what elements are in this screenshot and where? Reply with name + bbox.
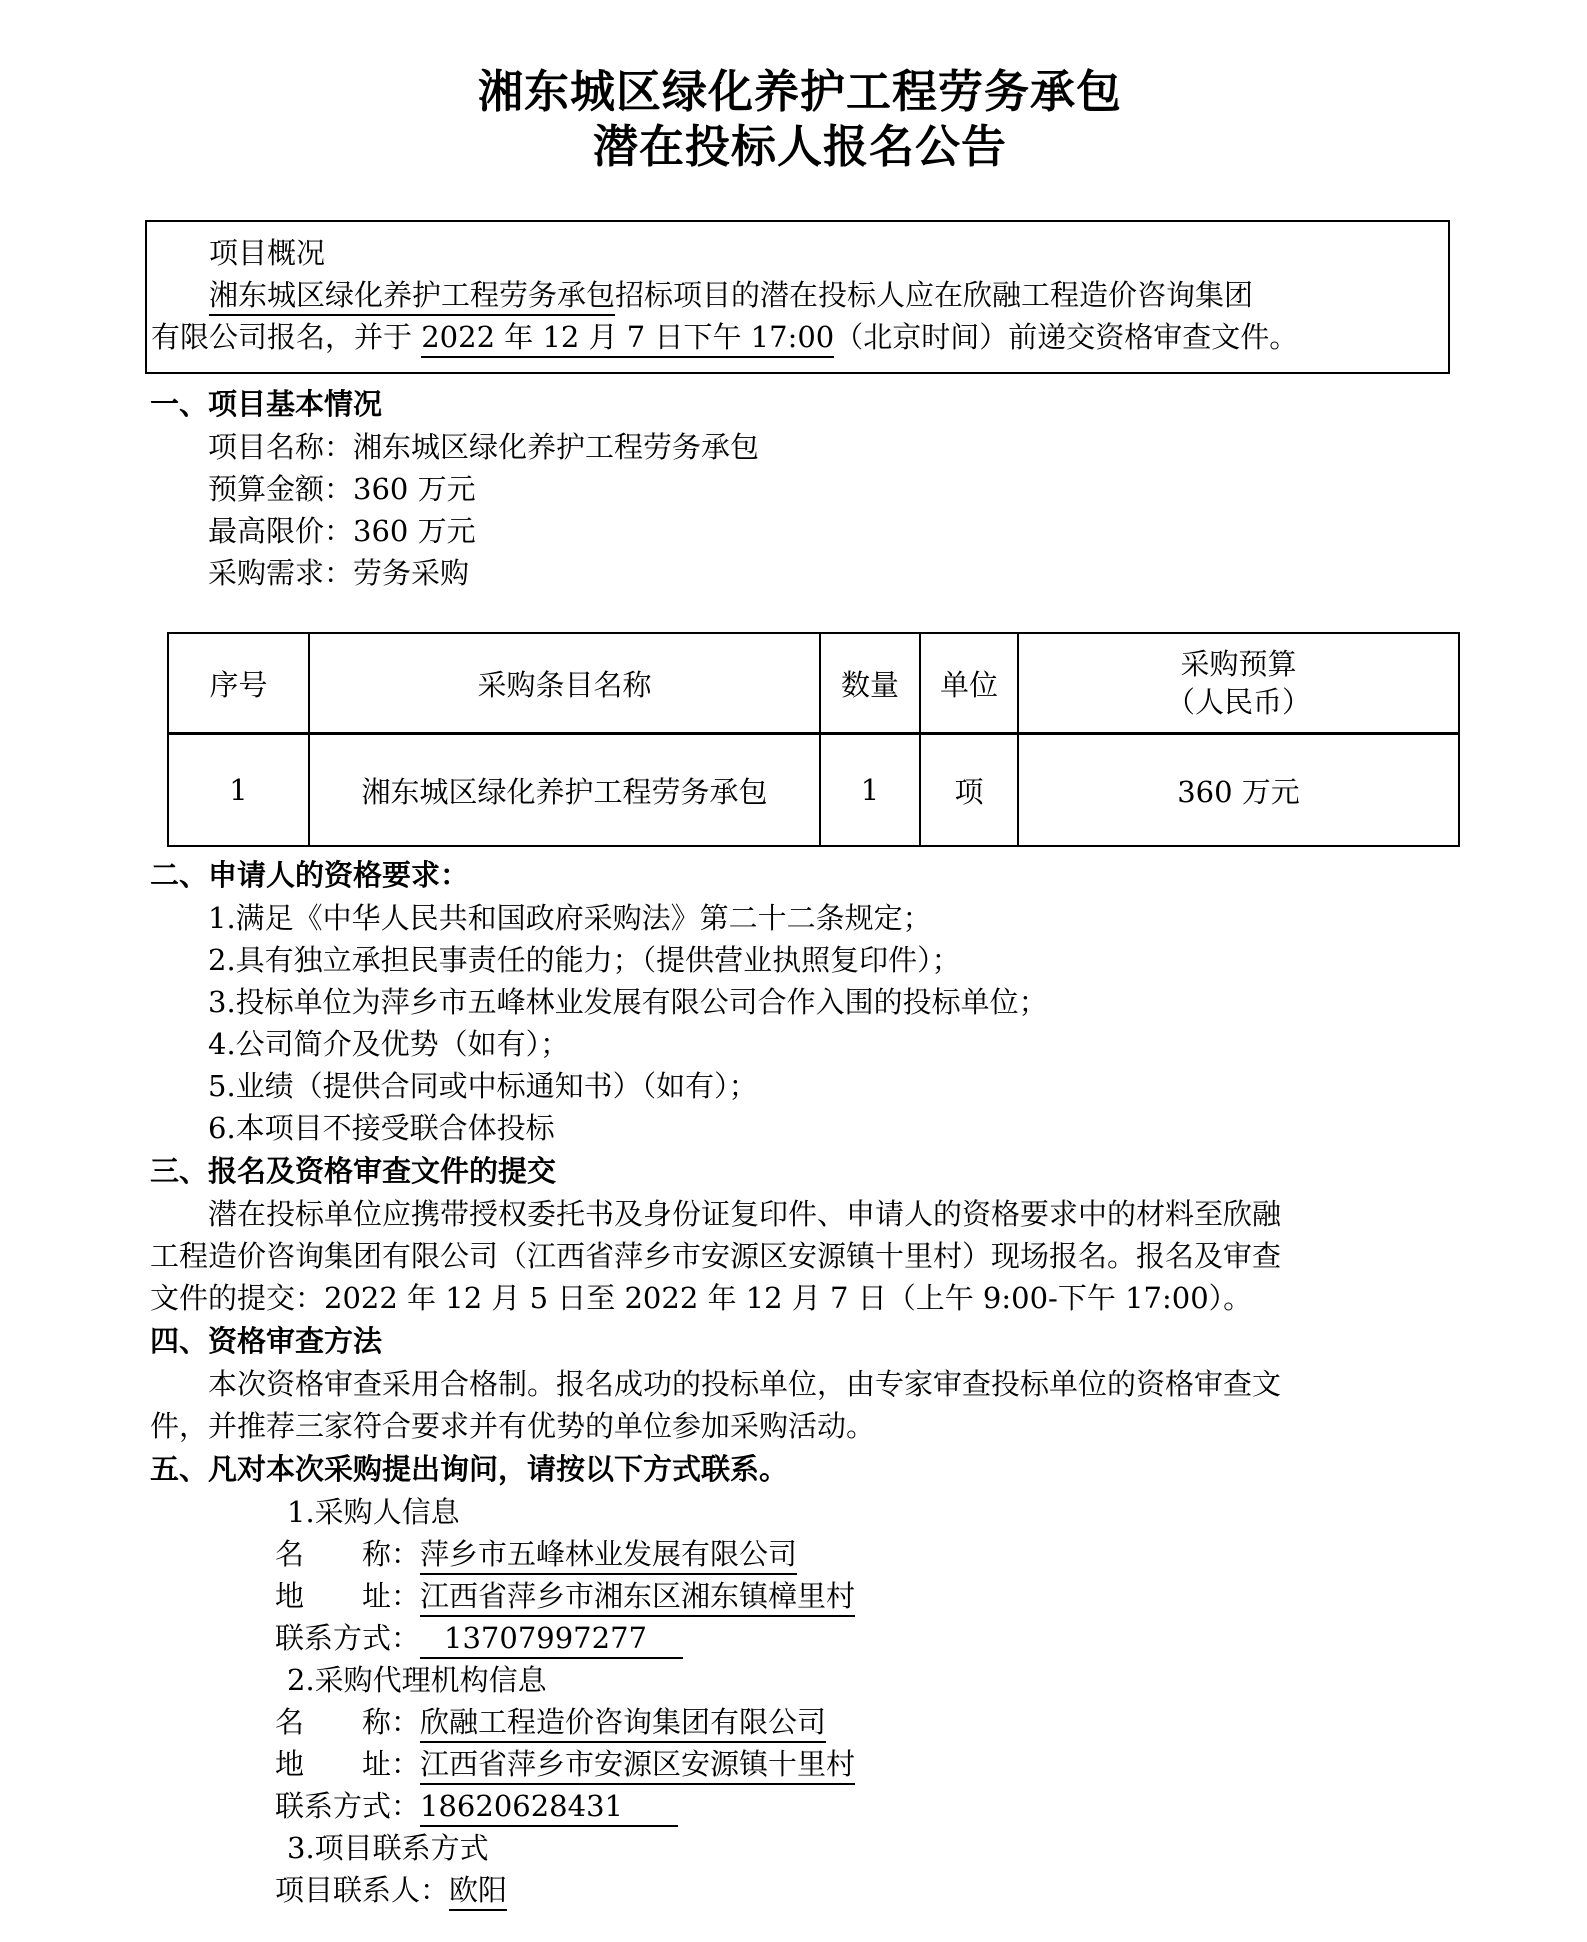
overview-paragraph-line-1 xyxy=(151,274,1440,316)
header-item-name: 采购条目名称 xyxy=(309,633,820,734)
header-unit: 单位 xyxy=(920,633,1018,734)
purchaser-name-value: 萍乡市五峰林业发展有限公司 xyxy=(420,1537,797,1575)
requirement-item-5: 5.业绩（提供合同或中标通知书）（如有）； xyxy=(208,1069,758,1103)
submission-paragraph-line-2: 工程造价咨询集团有限公司（江西省萍乡市安源区安源镇十里村）现场报名。报名及审查 xyxy=(150,1239,1282,1273)
header-budget-line-2: （人民币） xyxy=(1165,685,1311,719)
budget-line: 预算金额：360 万元 xyxy=(208,472,476,506)
purchaser-phone-label: 联系方式： xyxy=(275,1621,421,1655)
review-paragraph-line-2: 件，并推荐三家符合要求并有优势的单位参加采购活动。 xyxy=(150,1409,876,1443)
title-line-1: 湘东城区绿化养护工程劳务承包 xyxy=(477,65,1122,118)
title-line-2: 潜在投标人报名公告 xyxy=(592,120,1007,173)
agency-phone-line xyxy=(150,1785,1450,1827)
requirement-item-4: 4.公司简介及优势（如有）； xyxy=(208,1027,570,1061)
overview-heading: 项目概况 xyxy=(209,236,326,270)
requirement-item-2: 2.具有独立承担民事责任的能力；（提供营业执照复印件）； xyxy=(208,943,961,977)
price-limit-line: 最高限价：360 万元 xyxy=(208,514,476,548)
requirement-item-6: 6.本项目不接受联合体投标 xyxy=(208,1111,555,1145)
section-5-heading: 五、凡对本次采购提出询问，请按以下方式联系。 xyxy=(150,1452,789,1486)
cell-serial-no: 1 xyxy=(168,734,309,847)
agency-address-line xyxy=(150,1743,1450,1785)
submission-paragraph-line-3: 文件的提交：2022 年 12 月 5 日至 2022 年 12 月 7 日（上午 9:00-下午 17:00）。 xyxy=(150,1281,1253,1315)
purchaser-info-heading: 1.采购人信息 xyxy=(287,1495,460,1529)
table-row xyxy=(168,734,1459,847)
project-contact-heading: 3.项目联系方式 xyxy=(287,1831,489,1865)
cell-budget: 360 万元 xyxy=(1018,734,1459,847)
agency-info-heading: 2.采购代理机构信息 xyxy=(287,1663,547,1697)
purchaser-address-value: 江西省萍乡市湘东区湘东镇樟里村 xyxy=(420,1579,855,1617)
purchaser-address-label: 地 址： xyxy=(275,1579,421,1613)
header-serial-no: 序号 xyxy=(168,633,309,734)
purchaser-address-line xyxy=(150,1575,1450,1617)
cell-item-name: 湘东城区绿化养护工程劳务承包 xyxy=(309,734,820,847)
purchaser-name-label: 名 称： xyxy=(275,1537,421,1571)
section-1-heading: 一、项目基本情况 xyxy=(150,387,383,421)
project-contact-label: 项目联系人： xyxy=(275,1873,450,1907)
overview-text: 招标项目的潜在投标人应在欣融工程造价咨询集团 xyxy=(615,278,1254,312)
overview-text: （北京时间）前递交资格审查文件。 xyxy=(834,320,1299,354)
overview-project-name: 湘东城区绿化养护工程劳务承包 xyxy=(209,278,615,316)
demand-line: 采购需求：劳务采购 xyxy=(208,556,470,590)
purchaser-name-line xyxy=(150,1533,1450,1575)
header-quantity: 数量 xyxy=(820,633,920,734)
submission-paragraph-line-1: 潜在投标单位应携带授权委托书及身份证复印件、申请人的资格要求中的材料至欣融 xyxy=(208,1197,1282,1231)
procurement-table xyxy=(167,632,1460,847)
header-budget-line-1: 采购预算 xyxy=(1180,647,1297,681)
agency-phone-label: 联系方式： xyxy=(275,1789,421,1823)
header-budget xyxy=(1018,633,1459,734)
agency-name-label: 名 称： xyxy=(275,1705,421,1739)
table-header-row xyxy=(168,633,1459,734)
review-paragraph-line-1: 本次资格审查采用合格制。报名成功的投标单位，由专家审查投标单位的资格审查文 xyxy=(208,1367,1282,1401)
requirement-item-1: 1.满足《中华人民共和国政府采购法》第二十二条规定； xyxy=(208,901,932,935)
page-title xyxy=(150,64,1450,174)
cell-unit: 项 xyxy=(920,734,1018,847)
section-4-heading: 四、资格审查方法 xyxy=(150,1324,383,1358)
purchaser-phone-value: 13707997277 xyxy=(420,1621,683,1659)
agency-address-value: 江西省萍乡市安源区安源镇十里村 xyxy=(420,1747,855,1785)
agency-name-value: 欣融工程造价咨询集团有限公司 xyxy=(420,1705,826,1743)
section-3-heading: 三、报名及资格审查文件的提交 xyxy=(150,1154,557,1188)
overview-paragraph-line-2 xyxy=(151,316,1440,358)
project-contact-line xyxy=(150,1869,1450,1911)
cell-quantity: 1 xyxy=(820,734,920,847)
project-contact-value: 欧阳 xyxy=(449,1873,507,1911)
project-name-line: 项目名称：湘东城区绿化养护工程劳务承包 xyxy=(208,430,760,464)
purchaser-phone-line xyxy=(150,1617,1450,1659)
overview-text: 有限公司报名，并于 xyxy=(151,320,422,354)
project-overview-box xyxy=(145,220,1450,374)
agency-phone-value: 18620628431 xyxy=(420,1789,678,1827)
agency-name-line xyxy=(150,1701,1450,1743)
requirement-item-3: 3.投标单位为萍乡市五峰林业发展有限公司合作入围的投标单位； xyxy=(208,985,1048,1019)
section-2-heading: 二、申请人的资格要求： xyxy=(150,858,470,892)
overview-deadline: 2022 年 12 月 7 日下午 17:00 xyxy=(421,320,834,358)
agency-address-label: 地 址： xyxy=(275,1747,421,1781)
